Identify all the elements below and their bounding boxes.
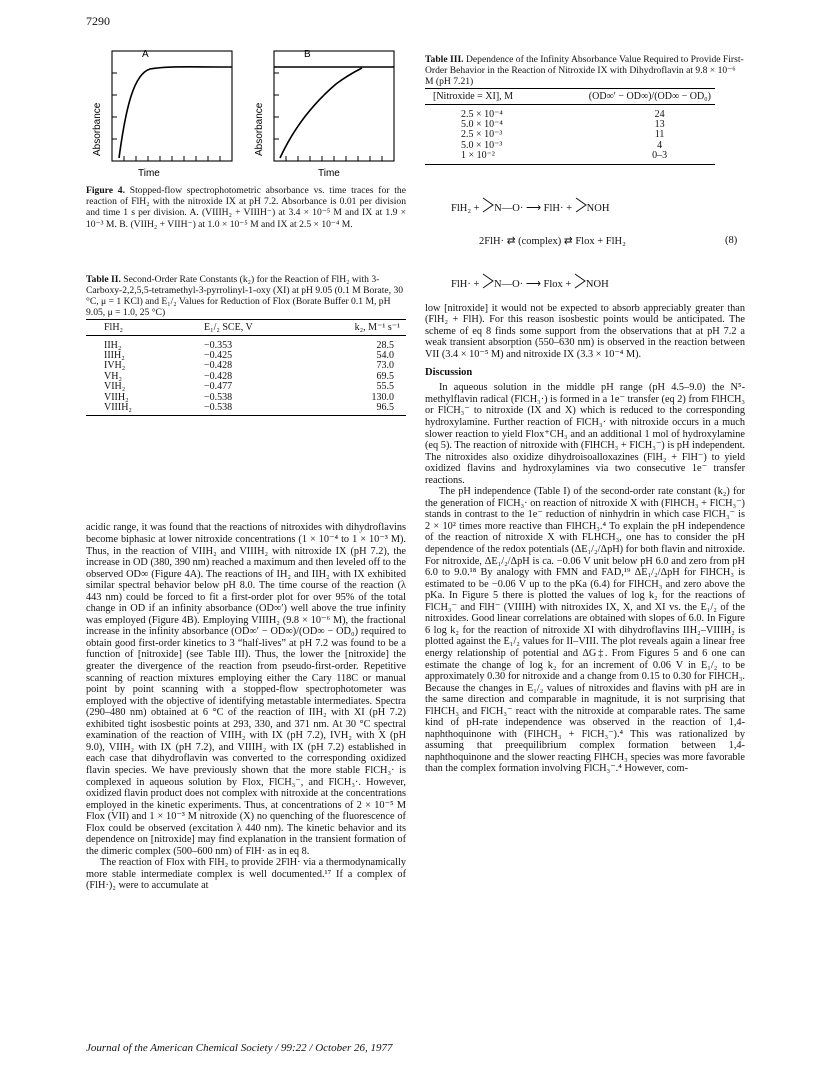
panel-a — [92, 49, 232, 179]
table-cell: 28.5 — [376, 339, 394, 351]
table-cell: −0.538 — [204, 391, 233, 403]
table-cell: 55.5 — [376, 381, 394, 393]
table-cell: VIIH₂ — [104, 391, 129, 403]
table-3-col-header: (OD∞′ − OD∞)/(OD∞ − OD₀) — [544, 88, 715, 104]
table-cell: 96.5 — [376, 402, 394, 414]
table-3-title-text: Dependence of the Infinity Absorbance Value Required to Provide First-Order Behavior in the Reaction of Nitroxide IX with Dihydroflavin at 9.8 × 10⁻⁶ M (pH 7.21) — [425, 54, 744, 88]
panel-b-ticks — [274, 73, 382, 161]
table-cell: 130.0 — [371, 391, 394, 403]
figure-4-caption-text: Stopped-flow spectrophotometric absorbance vs. time traces for the reaction of FlH₂ with the nitroxide IX at pH 7.2. Absorbance is 0.01 per division and time 1 s per division. A. (VIIIH₂ + VIIIH⁻) at 3.4 × 10⁻⁵ M and IX at 1.9 × 10⁻³ M. B. (VIIH₂ + VIIH⁻) at 1.0 × 10⁻⁵ M and IX at 2.5 × 10⁻⁴ M. — [86, 185, 406, 230]
table-2-col-header: k₂, M⁻¹ s⁻¹ — [314, 319, 406, 335]
scheme-8-line-1-mid: N—O· — [494, 202, 524, 214]
table-cell: VIH₂ — [104, 381, 126, 393]
scheme-8-line-1-right: NOH — [586, 202, 610, 214]
scheme-8-line-1-left: FlH₂ + — [451, 202, 480, 214]
table-cell: IVH₂ — [104, 360, 126, 372]
table-cell: −0.353 — [204, 339, 233, 351]
table-2-title — [86, 274, 406, 319]
panel-b-trace — [280, 68, 362, 158]
figure-4 — [86, 46, 406, 181]
table-row — [86, 393, 406, 403]
scheme-8-eq-number: (8) — [725, 234, 738, 246]
table-3-header — [425, 88, 715, 104]
table-cell: −0.428 — [204, 370, 233, 382]
table-cell: IIH₂ — [104, 339, 122, 351]
table-cell: VH₂ — [104, 370, 122, 382]
table-row — [86, 341, 406, 351]
section-heading-discussion: Discussion — [425, 367, 473, 379]
table-2 — [86, 319, 406, 417]
table-cell: 5.0 × 10⁻³ — [461, 139, 503, 151]
panel-a-label: A — [142, 49, 149, 60]
panel-b-xlabel: Time — [318, 168, 340, 179]
table-cell: 73.0 — [376, 360, 394, 372]
scheme-8-bond-icon — [574, 273, 586, 292]
scheme-8-line-3-mid: N—O· — [494, 278, 524, 290]
left-paragraph-1: acidic range, it was found that the reactions of nitroxides with dihydroflavins become biphasic at lower nitroxide concentrations (1 × 10⁻⁴ to 1 × 10⁻³ M). Thus, in the reaction of VIIH₂ and VIIIH₂ with nitroxide IX (pH 7.2), the increase in OD (380, 390 nm) reached a maximum and then leveled off to the observed OD∞ (Figure 4A). The reactions of IH₂ and IIH₂ with IX exhibited similar spectral behavior below pH 8.0. The time course of the reaction (λ 443 nm) could be forced to fit a first-order plot for over 95% of the total change in OD if an infinity absorbance (OD∞′) well above the true infinity was employed (Figure 4B). Employing VIIIH₂ (9.8 × 10⁻⁶ M), the fractional increase in the infinity absorbance (OD∞′ − OD∞)/(OD∞ − OD₀) required to obtain good first-order kinetics to 3 “half-lives” at pH 7.2 was found to be a function of [nitroxide] (see Table III). Thus, the lower the [nitroxide] the greater the divergence of the reaction from pseudo-first-order. Repetitive scanning of reaction mixtures employing either the Cary 118C or manual point by point scanning with a stopped-flow spectrophotometer was employed with the objective of identifying metastable intermediates. Spectra (290–480 nm) obtained at 6 °C of the reaction of IIH₂ with XI (pH 7.2) exhibited tight isosbestic points at 293, 330, and 371 nm. At 30 °C spectral examination of the reaction of VIIH₂ with IX (pH 7.2), IVH₂ with X (pH 9.0), VIIH₂ with IX (pH 7.2), and VIIIH₂ with IX (pH 7.2) established in each case that dihydroflavin was converted to the corresponding oxidized flavin species. We have previously shown that the more stable FlCH₃· is complexed in aqueous solution by Flox, FlCH₃⁻, and FlCH₃·. However, oxidized flavin product does not complex with nitroxide at the concentrations employed in the kinetic experiments. Thus, at concentrations of 2 × 10⁻⁵ M Flox (VII) and 1 × 10⁻³ M nitroxide (X) no quenching of the fluorescence of Flox could be observed (excitation λ 440 nm). The kinetic behavior and its dependence on [nitroxide] may find explanation in the transient formation of the dimeric complex (500–600 nm) of FlH· as in eq 8. — [86, 522, 406, 857]
page-number: 7290 — [86, 14, 110, 28]
table-cell: 5.0 × 10⁻⁴ — [461, 119, 503, 131]
table-cell: −0.425 — [204, 350, 233, 362]
table-row — [86, 361, 406, 371]
table-cell: −0.428 — [204, 360, 233, 372]
table-cell: VIIIH₂ — [104, 402, 132, 414]
figure-4-caption-label: Figure 4. — [86, 185, 125, 196]
table-cell: 69.5 — [376, 370, 394, 382]
scheme-8-line-3-left: FlH· + — [451, 278, 480, 290]
table-cell: 2.5 × 10⁻⁴ — [461, 108, 503, 120]
right-paragraph-3: The pH independence (Table I) of the second-order rate constant (k₂) for the generation of FlCH₃· on reaction of nitroxide X with (FlHCH₃ + FlCH₃⁻) stands in contrast to the 1e⁻ reduction of ninhydrin in which case FlCH₃⁻ is 2 × 10² times more reactive than FlHCH₃.⁴ To explain the pH independence of the reaction of nitroxide X with FLHCH₃, one has to consider the pH dependence of the redox potentials (ΔE₁/₂/ΔpH) for both flavin and nitroxide. For nitroxide, ΔE₁/₂/ΔpH is ca. −0.06 V unit below pH 6.0 and zero from pH 6.0 to 9.0.¹⁸ By analogy with FMN and FAD,¹⁹ ΔE₁/₂/ΔpH for FlHCH₃ is estimated to be −0.06 V up to the pKa (6.4) for FlHCH₃ and zero above the pKa. In Figure 5 there is plotted the values of log k₂ for the reactions of FlCH₃⁻ and FlH⁻ (VIIIH) with nitroxides IX, X, and XI vs. the E₁/₂ of the nitroxides. Good linear correlations are obtained with slopes of 6.0. In Figure 6 log k₂ for the reaction of nitroxide XI with dihydroflavins IIH₂–VIIIH₂ is plotted against the E₁/₂ values for II–VIII. The plot reveals again a linear free energy relationship of potential and ΔG‡. From Figures 5 and 6 one can estimate the change of log k₂ for an increment of 0.06 V in E₁/₂ to be approximately 0.30 for nitroxide and a change from 0.15 to 0.30 for FlHCH₃. Because the changes in E₁/₂ values of nitroxides and flavins with pH are in the same direction and comparable in magnitude, it is not surprising that FlHCH₃ and FlCH₃⁻ react with the nitroxide at comparable rates. The same kind of pH-rate independence was observed in the reaction of 1,4-naphthoquinone with (FlHCH₃ + FlCH₃⁻).⁴ This was rationalized by assuming that preequilibrium complex formation between 1,4-naphthoquinone and the slower reacting FlHCH₃ species was more favorable than the complex formation involving FlCH₃⁻.⁴ However, com- — [425, 486, 745, 775]
table-2-header — [86, 319, 406, 335]
scheme-8-bond-icon — [482, 273, 494, 292]
scheme-8-line-3 — [451, 271, 609, 290]
table-row — [86, 372, 406, 382]
left-paragraph-2: The reaction of Flox with FlH₂ to provide 2FlH· via a thermodynamically more stable intermediate complex is well documented.¹⁷ If a complex of (FlH·)₂ were to accumulate at — [86, 857, 406, 892]
table-3-title-label: Table III. — [425, 54, 464, 65]
table-cell: −0.538 — [204, 402, 233, 414]
table-cell: 4 — [657, 139, 663, 151]
scheme-8-line-3-right: NOH — [585, 278, 609, 290]
right-paragraph-2: In aqueous solution in the middle pH range (pH 4.5–9.0) the N⁵-methylflavin radical (FlCH₃·) is formed in a 1e⁻ transfer (eq 2) from FlHCH₃ or FlCH₃⁻ to nitroxide (IX and X) which is reduced to the corresponding hydroxylamine. Further reaction of FlCH₃· with nitroxide occurs in a much slower reaction to yield Flox⁺CH₃ and an additional 1 mol of hydroxylamine (eq 5). The reaction of nitroxide with (FlHCH₃ + FlCH₃⁻) is pH independent. The nitroxides also oxidize dihydroisoalloxazines (FlH₂ + FlH⁻) to yield oxidized flavins and hydroxylamines via two consecutive 1e⁻ transfer reactions. — [425, 382, 745, 486]
table-2-col-header: E₁/₂ SCE, V — [204, 319, 314, 335]
panel-a-ylabel: Absorbance — [92, 102, 103, 156]
scheme-8-line-1-arrow: ⟶ FlH· + — [525, 202, 573, 214]
panel-a-trace — [119, 67, 232, 158]
table-3-title — [425, 54, 745, 88]
table-cell: −0.477 — [204, 381, 233, 393]
table-cell: 24 — [654, 108, 665, 120]
panel-b-label: B — [304, 49, 311, 60]
table-cell: 13 — [654, 119, 665, 131]
scheme-8-bond-icon — [575, 197, 587, 216]
scheme-8-line-1 — [451, 195, 609, 214]
table-cell: 11 — [654, 129, 665, 141]
table-cell: 54.0 — [376, 350, 394, 362]
table-cell: 0–3 — [652, 150, 668, 162]
right-paragraph-1: low [nitroxide] it would not be expected to absorb appreciably greater than (FlH₂ + FlH). For this reason isosbestic points would be anticipated. The scheme of eq 8 finds some support from the observations that at pH 7.2 a weak transient absorption (550–630 nm) is observed in the reaction between VII (3.4 × 10⁻⁵ M) and nitroxide IX (3.3 × 10⁻⁴ M). — [425, 302, 745, 360]
table-row — [86, 403, 406, 413]
panel-b-ylabel: Absorbance — [254, 102, 265, 156]
scheme-8-line-2: 2FlH· ⇄ (complex) ⇄ Flox + FlH₂ — [479, 235, 626, 247]
table-row — [86, 382, 406, 392]
right-column — [425, 40, 745, 775]
table-2-title-label: Table II. — [86, 273, 121, 285]
panel-a-xlabel: Time — [138, 168, 160, 179]
table-row — [425, 151, 715, 161]
scheme-8 — [425, 183, 745, 303]
figure-4-caption — [86, 185, 406, 230]
table-cell: IIIH₂ — [104, 350, 125, 362]
table-2-title-text: Second-Order Rate Constants (k₂) for the Reaction of FlH₂ with 3-Carboxy-2,2,5,5-tetramethyl-3-pyrrolinyl-1-oxy (XI) at pH 9.05 (0.1 M Borate, 30 °C, μ = 1 KCl) and E₁/₂ Values for Reduction of Flox (Borate Buffer 0.1 M, pH 9.05, μ = 1.0, 25 °C) — [86, 273, 404, 319]
table-row — [86, 351, 406, 361]
scheme-8-bond-icon — [482, 197, 494, 216]
table-cell: 1 × 10⁻² — [461, 150, 495, 162]
table-cell: 2.5 × 10⁻³ — [461, 129, 503, 141]
left-column — [86, 40, 406, 892]
panel-a-ticks — [112, 73, 220, 161]
journal-footer: Journal of the American Chemical Society / 99:22 / October 26, 1977 — [86, 1042, 393, 1054]
panel-b — [254, 49, 394, 179]
table-3-col-header: [Nitroxide = XI], M — [425, 88, 544, 104]
scheme-8-line-3-arrow: ⟶ Flox + — [525, 278, 572, 290]
table-2-col-header: FlH₂ — [86, 319, 204, 335]
table-3 — [425, 88, 715, 165]
figure-4-plots — [86, 46, 406, 181]
